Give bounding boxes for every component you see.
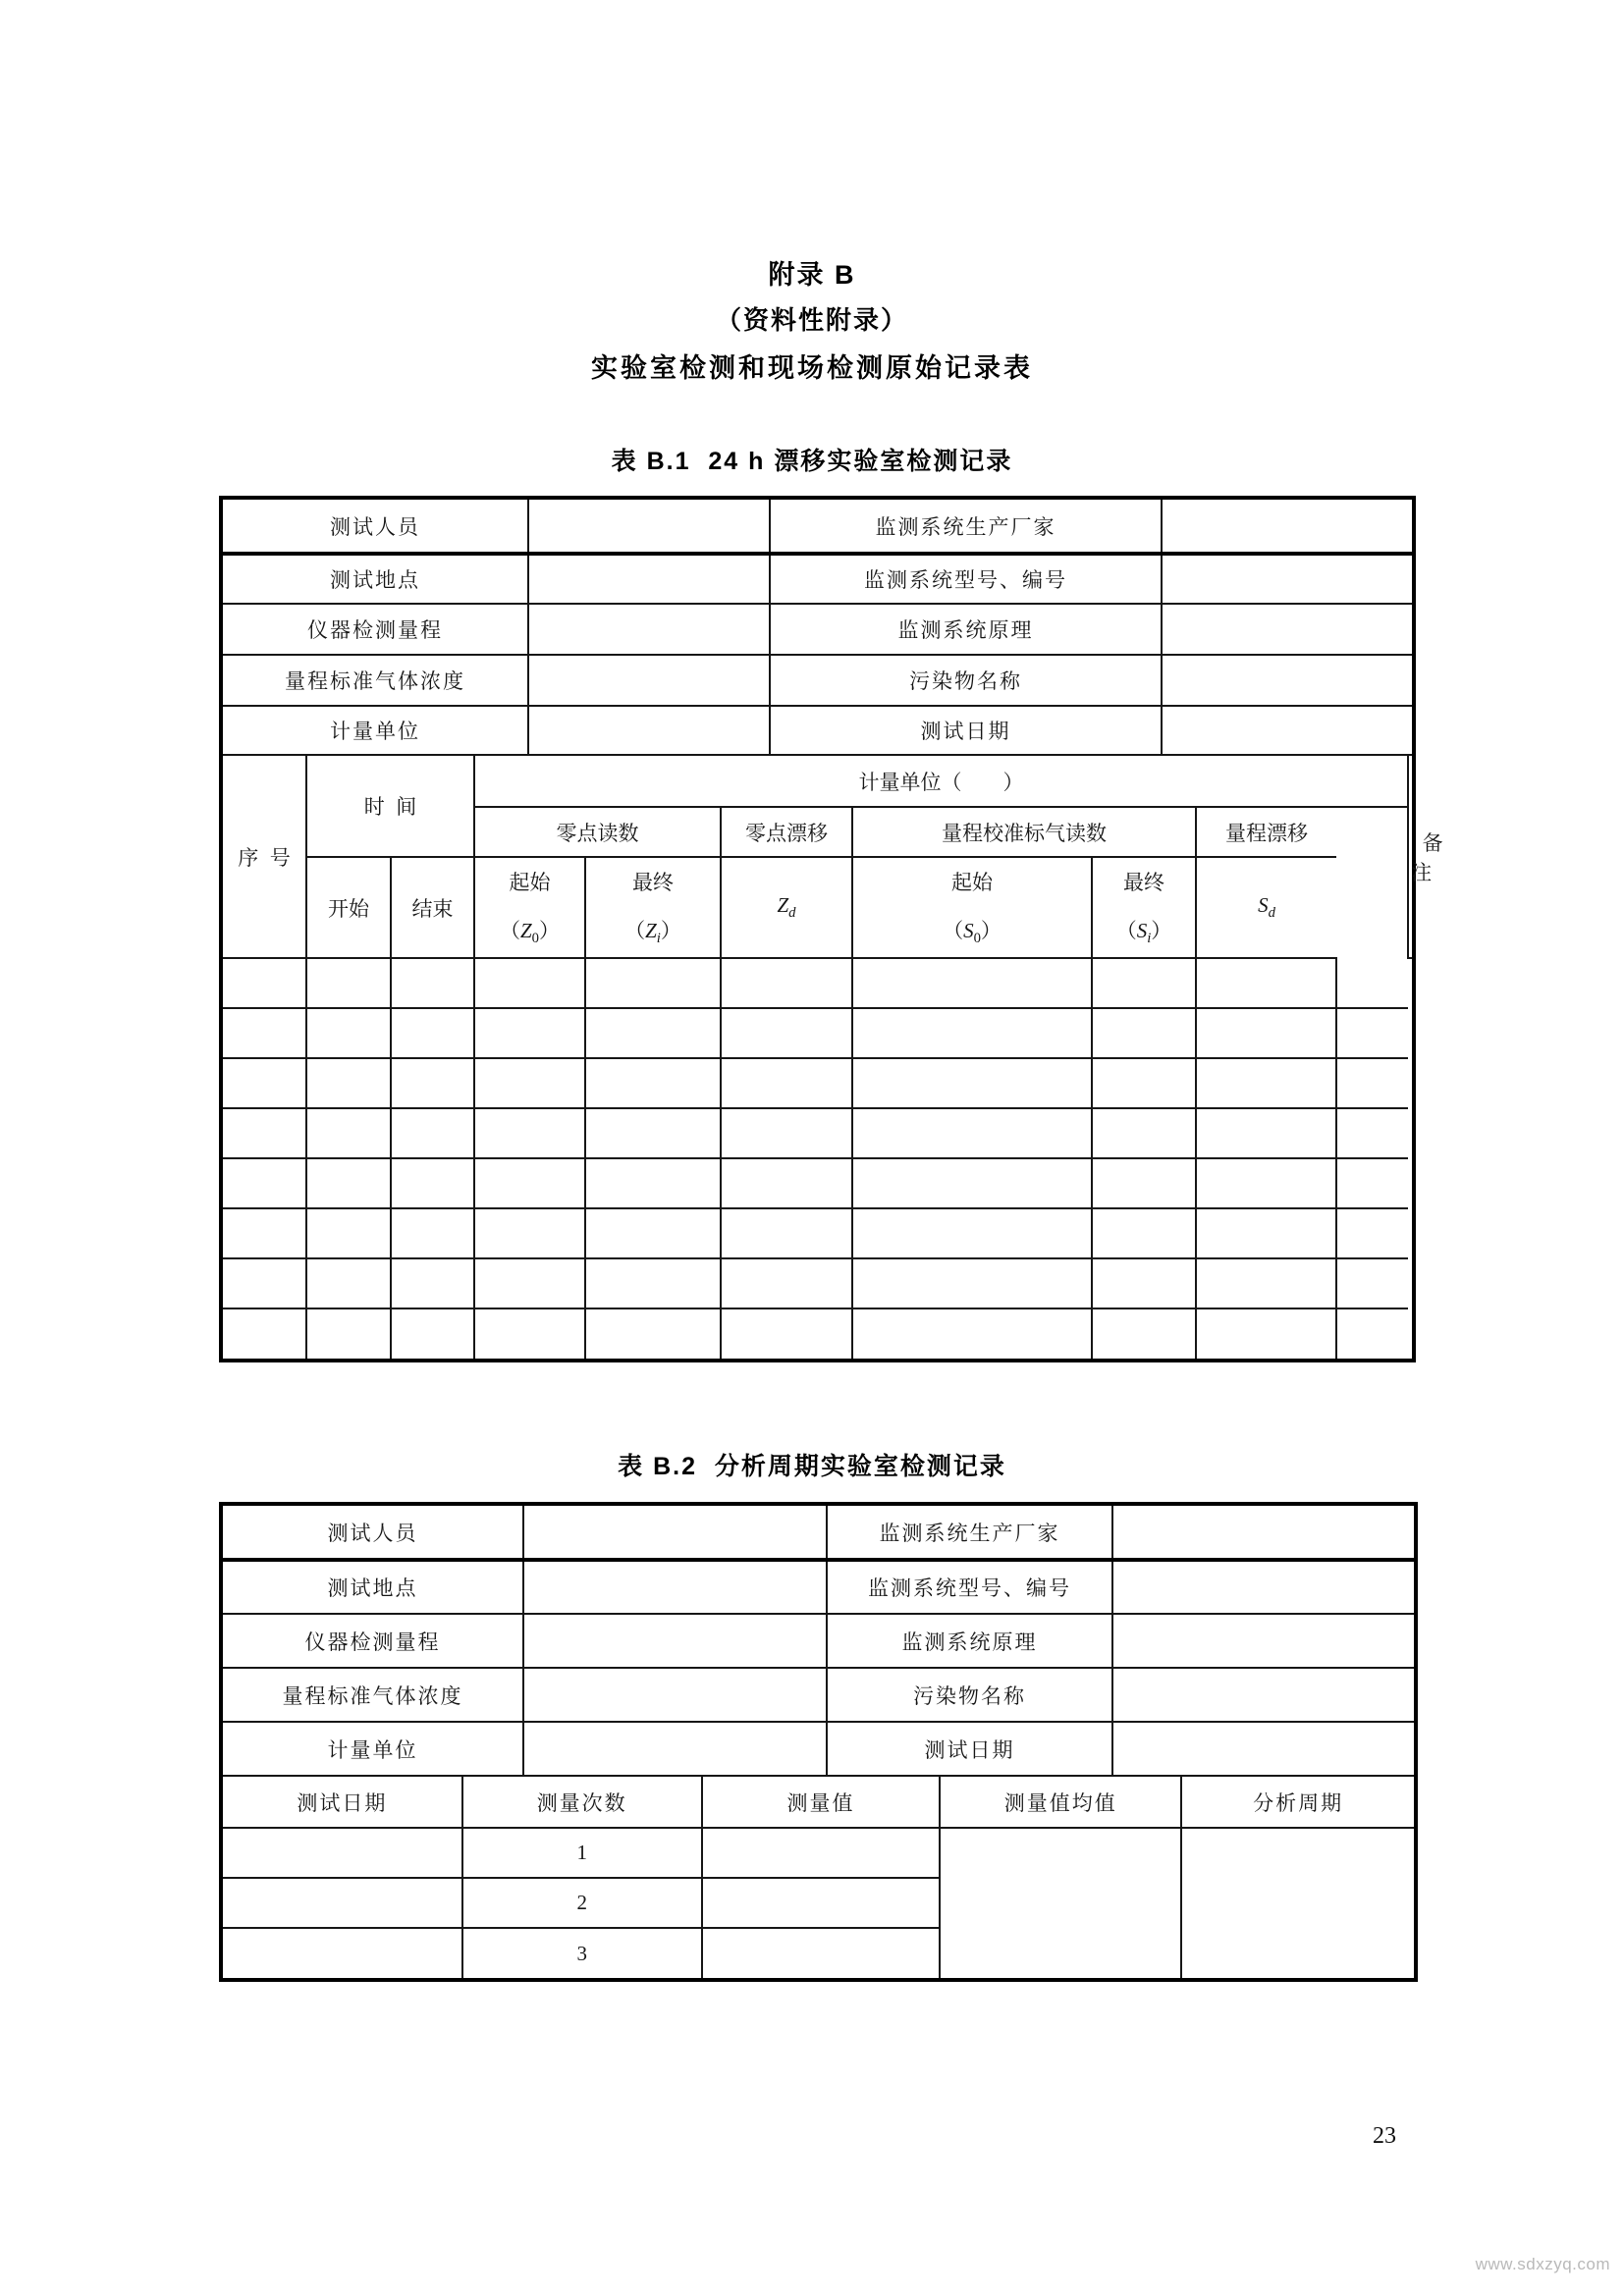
empty-cell [306,1108,391,1158]
info-label: 仪器检测量程 [223,1614,523,1668]
col-header-span-reading: 量程校准标气读数 [852,807,1196,857]
table-b1-grid [223,756,1455,1359]
empty-cell [1196,1308,1336,1359]
empty-cell [223,1208,306,1258]
info-label: 量程标准气体浓度 [223,1668,523,1722]
table-b1-info [223,500,1412,756]
info-value [1112,1668,1414,1722]
empty-cell [306,1308,391,1359]
info-label: 计量单位 [223,706,528,755]
watermark: www.sdxzyq.com [1475,2255,1610,2273]
empty-cell [1196,1008,1336,1058]
empty-cell [223,1108,306,1158]
empty-cell [391,1308,474,1359]
empty-cell [852,1258,1092,1308]
empty-cell [721,1008,852,1058]
col-header-measure-mean: 测量值均值 [940,1777,1181,1828]
appendix-heading: 实验室检测和现场检测原始记录表 [591,353,1033,383]
info-label: 测试地点 [223,1560,523,1614]
empty-cell [306,958,391,1008]
empty-cell [585,1158,721,1208]
empty-cell [1336,1158,1408,1208]
table-row [223,655,1412,706]
empty-cell [1092,1208,1196,1258]
table-row [223,1668,1414,1722]
empty-cell [585,1008,721,1058]
empty-cell [1336,1008,1408,1058]
table-b2-grid [223,1777,1414,1978]
col-header-zi: 最终 $(Z_i)$ [585,857,721,958]
empty-record-row [223,1058,1412,1108]
info-label: 污染物名称 [770,655,1162,706]
info-value [1162,655,1412,706]
info-value [528,500,770,554]
table-row [223,1614,1414,1668]
table-row [223,604,1412,655]
empty-cell [721,1108,852,1158]
empty-cell [391,1208,474,1258]
appendix-title: 附录 B [768,260,856,290]
table-row [223,1722,1414,1776]
empty-cell [223,958,306,1008]
empty-cell [306,1258,391,1308]
test-date-cell [223,1878,462,1928]
info-label: 监测系统型号、编号 [770,554,1162,604]
empty-cell [306,1058,391,1108]
col-header-zd: $Z_d$ [721,857,852,958]
info-value [523,1722,827,1776]
info-label: 污染物名称 [827,1668,1112,1722]
empty-cell [1196,1108,1336,1158]
empty-cell [721,1158,852,1208]
header-row [223,857,1412,958]
empty-record-row [223,1258,1412,1308]
empty-cell [1092,1108,1196,1158]
empty-cell [391,1158,474,1208]
empty-cell [391,1108,474,1158]
info-label: 监测系统原理 [827,1614,1112,1668]
empty-cell [1196,1058,1336,1108]
table-b2-caption: 表 B.2 分析周期实验室检测记录 [618,1453,1006,1480]
empty-cell [474,1058,585,1108]
empty-cell [391,1008,474,1058]
empty-cell [1336,1108,1408,1158]
empty-cell [585,1058,721,1108]
empty-cell [391,958,474,1008]
info-value [1112,1722,1414,1776]
info-value [1112,1560,1414,1614]
info-value [528,554,770,604]
empty-cell [1196,958,1336,1008]
info-label: 量程标准气体浓度 [223,655,528,706]
empty-cell [474,1158,585,1208]
col-header-start: 开始 [306,857,391,958]
table-row [223,500,1412,554]
empty-cell [721,958,852,1008]
info-label: 测试日期 [827,1722,1112,1776]
table-b1 [219,496,1455,1362]
empty-cell [474,1108,585,1158]
empty-cell [852,958,1092,1008]
info-value [528,706,770,755]
col-header-seq: 序号 [223,756,306,958]
col-header-si: 最终 $(S_i)$ [1092,857,1196,958]
table-row [223,1506,1414,1560]
info-value [523,1560,827,1614]
col-header-span-drift: 量程漂移 [1196,807,1336,857]
empty-cell [1092,1258,1196,1308]
appendix-subtitle: （资料性附录） [715,305,908,335]
info-label: 测试人员 [223,500,528,554]
empty-cell [1092,1008,1196,1058]
measure-value-cell [702,1828,941,1878]
info-label: 监测系统生产厂家 [770,500,1162,554]
empty-cell [852,1308,1092,1359]
col-header-z0: 起始 $(Z_0)$ [474,857,585,958]
info-value [523,1668,827,1722]
header-row [223,756,1412,807]
empty-cell [223,1258,306,1308]
empty-cell [223,1008,306,1058]
info-value [1162,706,1412,755]
col-header-end: 结束 [391,857,474,958]
empty-record-row [223,1208,1412,1258]
empty-cell [474,1308,585,1359]
empty-cell [223,1058,306,1108]
table-row [223,554,1412,604]
empty-cell [585,1108,721,1158]
col-header-remark: 备注 [1408,756,1412,958]
empty-record-row [223,1108,1412,1158]
empty-cell [1092,1308,1196,1359]
empty-cell [585,1308,721,1359]
col-header-unit: 计量单位（ ） [474,756,1408,807]
info-label: 计量单位 [223,1722,523,1776]
empty-cell [1092,958,1196,1008]
measure-count-cell: 1 [462,1828,702,1878]
info-label: 测试日期 [770,706,1162,755]
empty-cell [585,1258,721,1308]
analysis-period-cell [1181,1828,1414,1978]
empty-cell [1336,958,1408,1008]
empty-cell [1092,1158,1196,1208]
empty-cell [1196,1258,1336,1308]
col-header-analysis-period: 分析周期 [1181,1777,1414,1828]
empty-cell [474,1008,585,1058]
empty-cell [852,1208,1092,1258]
empty-cell [306,1008,391,1058]
info-value [523,1614,827,1668]
measure-mean-cell [940,1828,1181,1978]
empty-cell [306,1208,391,1258]
empty-record-row [223,1158,1412,1208]
measure-count-cell: 2 [462,1878,702,1928]
info-label: 监测系统型号、编号 [827,1560,1112,1614]
empty-cell [585,1208,721,1258]
empty-cell [1336,1058,1408,1108]
empty-cell [852,1108,1092,1158]
empty-cell [1092,1058,1196,1108]
empty-cell [391,1258,474,1308]
info-value [528,604,770,655]
col-header-zero-reading: 零点读数 [474,807,721,857]
empty-cell [1336,1208,1408,1258]
empty-cell [852,1058,1092,1108]
empty-cell [721,1208,852,1258]
test-date-cell [223,1928,462,1978]
col-header-sd: $S_d$ [1196,857,1336,958]
info-value [1162,604,1412,655]
empty-cell [474,1258,585,1308]
measure-row [223,1828,1414,1878]
table-b1-empty-rows [223,958,1412,1359]
info-value [1162,500,1412,554]
info-label: 仪器检测量程 [223,604,528,655]
info-value [1112,1506,1414,1560]
col-header-test-date: 测试日期 [223,1777,462,1828]
empty-record-row [223,1008,1412,1058]
table-row [223,706,1412,755]
col-header-measure-count: 测量次数 [462,1777,702,1828]
col-header-time: 时间 [306,756,474,857]
table-b2-info [223,1506,1414,1777]
info-value [1112,1614,1414,1668]
info-label: 监测系统生产厂家 [827,1506,1112,1560]
empty-cell [852,1008,1092,1058]
table-b2 [219,1502,1418,1982]
info-value [528,655,770,706]
col-header-measure-value: 测量值 [702,1777,941,1828]
col-header-s0: 起始 $(S_0)$ [852,857,1092,958]
empty-cell [1336,1308,1408,1359]
info-label: 监测系统原理 [770,604,1162,655]
empty-cell [223,1308,306,1359]
empty-cell [721,1258,852,1308]
measure-count-cell: 3 [462,1928,702,1978]
empty-cell [852,1158,1092,1208]
empty-record-row [223,958,1412,1008]
empty-cell [1336,1258,1408,1308]
measure-value-cell [702,1878,941,1928]
info-label: 测试地点 [223,554,528,604]
empty-cell [223,1158,306,1208]
test-date-cell [223,1828,462,1878]
page-number: 23 [1373,2123,1396,2149]
empty-cell [474,958,585,1008]
empty-cell [474,1208,585,1258]
empty-cell [721,1058,852,1108]
empty-cell [306,1158,391,1208]
empty-record-row [223,1308,1412,1359]
header-row [223,1777,1414,1828]
empty-cell [1196,1208,1336,1258]
table-row [223,1560,1414,1614]
info-label: 测试人员 [223,1506,523,1560]
table-b1-caption: 表 B.1 24 h 漂移实验室检测记录 [611,448,1013,475]
empty-cell [585,958,721,1008]
info-value [523,1506,827,1560]
empty-cell [391,1058,474,1108]
empty-cell [1196,1158,1336,1208]
measure-value-cell [702,1928,941,1978]
empty-cell [721,1308,852,1359]
col-header-zero-drift: 零点漂移 [721,807,852,857]
info-value [1162,554,1412,604]
